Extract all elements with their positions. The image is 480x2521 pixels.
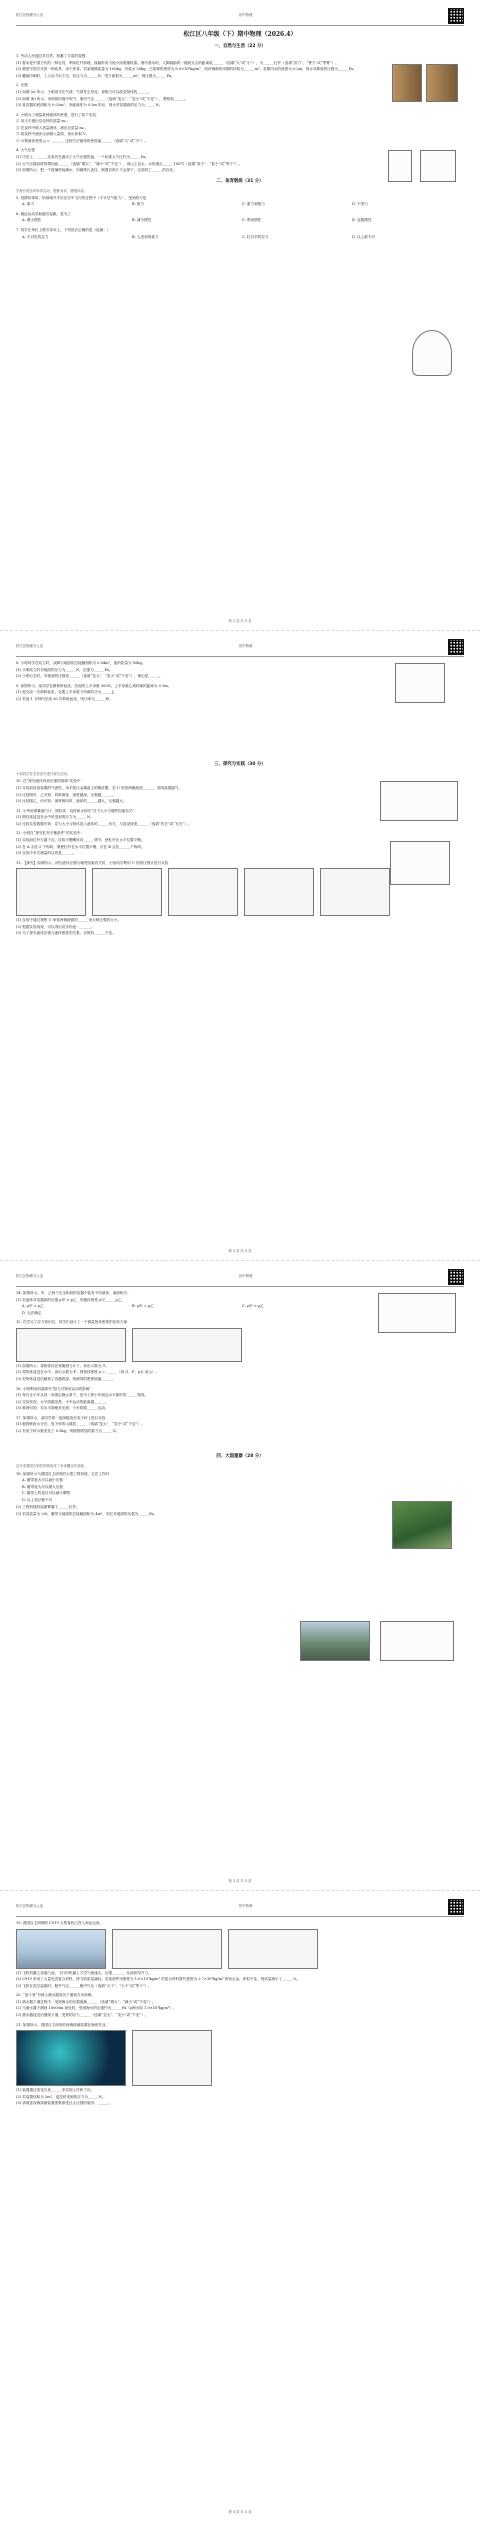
figure-plane-photo	[16, 1929, 106, 1969]
section-note: 小组同学在实验室中进行探究活动。	[16, 772, 71, 777]
question-stem: 12. 小明在“探究杠杆平衡条件”的实验中：	[16, 831, 85, 836]
question-stem: 8. 小明同学在站立时，双脚与地面的总接触面积为 0.04m²，他的质量为 50kg。	[16, 661, 146, 665]
question-part: (3) 若物体浸没后碰到了容器底部，则测得的密度值偏______。	[16, 1376, 116, 1381]
page-header	[16, 637, 464, 657]
option: D. 无法确定	[22, 1310, 42, 1315]
question-part: (2) 若他 1 分钟内完成 30 次仰卧起坐，则功率为______W。	[16, 696, 113, 701]
option: C. 利用惯性	[242, 218, 262, 223]
option: B. 履带宽大可以增大压强	[22, 1484, 63, 1489]
option: B. 人受到的重力	[132, 234, 159, 239]
question-part: (3) 雕版印刷时，工人用力向下压，若压力为______N，受力面积为______m²，则压强为______Pa。	[16, 73, 175, 78]
figure-deepsea-sketch	[132, 2030, 212, 2086]
question-part: ① 用天平测出空烧杯的质量 m₁；	[16, 119, 70, 124]
option: B. 减小惯性	[132, 218, 152, 223]
question-part: (3) 潜水器浸没后继续下潜，受到的浮力______（选填“变大”、“变小”或“不变”）。	[16, 2012, 149, 2017]
question-part: (3) 实验中多次测量的目的是______。	[16, 851, 77, 856]
header-mid: 初中物理	[238, 643, 253, 648]
header-mid: 初中物理	[238, 12, 253, 17]
option: C. ρ甲 < ρ乙	[242, 1304, 264, 1309]
question-part: (2) 将物体浸没在水中，读出示数为 F；则物体密度 ρ = ______（用 G、F、ρ水 表示）。	[16, 1370, 160, 1375]
exam-title: 松江区八年级（下）期中物理（2026.4）	[183, 31, 297, 38]
question-part: (3) 为了探究液体压强与液体密度的关系，应保持______不变。	[16, 931, 116, 936]
question-part: (2) 如图 (b) 所示，用细管向瓶中吹气，瓶内气压______（选填“变大”、“变小”或“不变”），观察到______。	[16, 96, 188, 101]
figure-row-plane	[16, 1929, 464, 1969]
question-5	[16, 196, 464, 208]
figure-engineering-photo	[300, 1621, 370, 1661]
question-part: (1) 实验前检查装置的气密性，用手按压金属盒上的橡皮膜，若 U 形管两侧液面______，说明装置漏气。	[16, 786, 183, 791]
question-part: (1) 装置通过改变自身______来实现上浮和下沉。	[16, 2088, 95, 2093]
question-stem: 18. 如图所示为我国自主研发的大型工程机械，它在工作时：	[16, 1471, 113, 1476]
question-stem: 9. 如图所示，某同学在做仰卧起坐，若他的上半身重 300N，上半身重心到转轴的距离为 0.3m。	[16, 683, 172, 688]
question-stem: 6. 跳远运动员助跑后起跳，是为了	[16, 211, 71, 216]
figure-foot	[395, 663, 445, 703]
question-part: (1) 如图 (a) 所示，小明用手压气球，气球发生形变，说明力可以改变物体的______。	[16, 89, 152, 94]
header-left: 松江区物理办公室	[16, 643, 44, 648]
figure-beaker-spring	[390, 841, 450, 885]
question-stem: 20. “奋斗者”号载人潜水器成功下潜到万米深海。	[16, 1993, 95, 1998]
question-part: (2) 当潜水器下潜到 10000m 深处时，受到海水的压强约为______Pa（ρ海水取 1.0×10³kg/m³）。	[16, 2006, 177, 2011]
question-part: (1) 潜水器下潜过程中，受到海水的压强逐渐______（选填“增大”、“减小”或“不变”）。	[16, 1999, 156, 2004]
question-part: (2) 比较图甲、乙可知：同种液体，深度越深，压强越______。	[16, 792, 116, 797]
option: C. 履带上的花纹可以减小摩擦	[22, 1491, 71, 1496]
figure-utube-c	[168, 868, 238, 916]
exam-page-2	[0, 630, 480, 1260]
option: D. 不受力	[352, 202, 368, 207]
question-part: (1) 他完成一次仰卧起坐，克服上半身重力所做的功为______J。	[16, 690, 118, 695]
section-title: 二、体育锻炼（31 分）	[216, 178, 264, 184]
page-footer: 第 3 页 共 5 页	[228, 1878, 252, 1883]
question-3	[16, 113, 464, 145]
question-part: (1) 如图所示，将物体挂在弹簧测力计下，读出示数为 G；	[16, 1363, 109, 1368]
header-left: 松江区物理办公室	[16, 1273, 44, 1278]
option: A. 手对杠的拉力	[22, 234, 49, 239]
question-part: (3) 比较图乙、丙可知：深度相同时，液体的______越大，压强越大。	[16, 799, 127, 804]
figure-plane-diagram	[228, 1929, 318, 1969]
figure-row-deepsea	[16, 2030, 464, 2086]
page-header	[16, 1897, 464, 1917]
page-footer: 第 4 页 共 5 页	[228, 2509, 252, 2514]
option: D. 以上说法都不对	[22, 1497, 53, 1502]
qr-code-icon	[448, 8, 464, 24]
figure-engineering-sketch	[380, 1621, 454, 1661]
header-mid: 初中物理	[238, 1903, 253, 1908]
figure-pressure-gauge-graph	[380, 781, 458, 821]
figure-utube-e	[320, 868, 390, 916]
question-stem: 19. 我国自主研制的 C919 大型客机已投入商业运营。	[16, 1921, 104, 1925]
header-left: 松江区物理办公室	[16, 1903, 44, 1908]
question-part: (3) 请简述深海探测装置需要承受巨大压强的原因：______。	[16, 2101, 113, 2106]
question-stem: 7. 同学在单杠上做引体向上，下列说法正确的是（选填：）	[16, 228, 111, 233]
question-part: (2) 小明行走时，对地面的压强将______（选填“变大”、“变小”或“不变”），理由是______。	[16, 674, 163, 679]
option: A. 重力	[22, 202, 35, 207]
question-part: ④ 计算液体密度 ρ = ______。这种方法测得的密度偏______（选填“大”或“小”）。	[16, 138, 149, 143]
option: A. 增大惯性	[22, 218, 42, 223]
section-note: 学校开展各种体育活动，锻炼身体，增强体质。	[16, 188, 88, 193]
question-stem: 15. 在学习了浮力知识后，同学们设计了一个测量物体密度的实验方案：	[16, 1320, 131, 1325]
page-footer: 第 2 页 共 5 页	[228, 1248, 252, 1253]
question-stem: 2. 压强	[16, 83, 28, 88]
figure-ancient-tool-1	[392, 64, 422, 102]
figure-float-a	[16, 1328, 126, 1362]
figure-containers	[378, 1293, 456, 1333]
figure-utube-b	[92, 868, 162, 916]
question-part: (1) 飞机机翼上表面凸起，飞行时机翼上方空气流速大、压强______，从而获得升力。	[16, 1970, 152, 1975]
qr-code-icon	[448, 1899, 464, 1915]
header-mid: 初中物理	[238, 1273, 253, 1278]
question-part: (2) 鼎是中国古代的一种炊具，用于煮食。若某铜鼎质量为 100kg，内装水 50kg，已知铜的密度为 8.9×10³kg/m³，则该铜鼎所用铜的体积为______m³；若鼎内水的深度为 0.2m，则水对鼎底的压强为______Pa。	[16, 67, 357, 72]
question-part: (2) 若电子秤示数变化了 0.5kg，则植物增加的重力为______N。	[16, 1428, 120, 1433]
figure-utube-d	[244, 868, 314, 916]
question-part: (3) 飞机在高空巡航时，舱外气压______舱内气压（选填“大于”、“小于”或“等于”）。	[16, 1983, 152, 1988]
question-part: (1) 历史上，______实验首先测出了大气压强的值，一个标准大气压约为______Pa。	[16, 155, 149, 159]
question-part: (2) 工程机械的起重臂属于______杠杆。	[16, 1505, 80, 1510]
qr-code-icon	[448, 639, 464, 655]
question-part: (2) C919 采用了大量先进复合材料，使飞机质量减轻。若某部件用密度为 1.6×10³kg/m³ 的复合材料替代密度为 2.7×10³kg/m³ 的铝合金，体积不变，则质量减小了______%。	[16, 1977, 300, 1982]
question-part: (1) 小明站立时对地面的压力为______N，压强为______Pa。	[16, 667, 113, 672]
question-part: ② 在烧杯中倒入适量液体，测出总质量 m₂；	[16, 125, 88, 130]
question-6	[16, 212, 464, 224]
figure-utube-a	[16, 868, 86, 916]
figure-bottle-a	[388, 150, 412, 182]
question-16	[16, 1387, 464, 1412]
figure-plane-graph	[112, 1929, 222, 1969]
figure-deepsea-photo	[16, 2030, 126, 2086]
question-7	[16, 228, 464, 240]
option: B. ρ甲 = ρ乙	[132, 1304, 154, 1309]
question-part: (2) 根据实验现象，可以得出初步结论：______。	[16, 924, 95, 929]
option: D. 以上都不对	[352, 234, 376, 239]
page-footer: 第 1 页 共 5 页	[228, 618, 252, 623]
figure-bottle-b	[420, 150, 456, 182]
question-stem: 11. 小华用弹簧测力计、圆柱体、烧杯和水探究“浮力大小与哪些因素有关”：	[16, 808, 138, 813]
question-part: (3) 推理可知：若水平面绝对光滑，小车将做______运动。	[16, 1406, 109, 1411]
option: C. 重力和推力	[242, 202, 265, 207]
question-part: (1) 实验中通过观察 U 形管两侧液面的______来反映压强的大小。	[16, 918, 121, 923]
exam-page-4	[0, 1890, 480, 2521]
question-stem: 14. 如图所示，甲、乙两个完全相同的容器中装有不同液体，液面相平。	[16, 1291, 131, 1295]
option: B. 推力	[132, 202, 145, 207]
question-part: (1) 植物吸收水分后，电子秤的示数将______（选填“变大”、“变小”或“不变”）。	[16, 1422, 145, 1427]
question-part: (2) 若装置体积为 2m³，浸没时受到的浮力为______N。	[16, 2094, 106, 2099]
page-header	[16, 1267, 464, 1287]
option: C. 杠对手的拉力	[242, 234, 269, 239]
section-note: 近年来我国在科技领域取得了举世瞩目的成就。	[16, 1464, 88, 1469]
question-21	[16, 2023, 464, 2107]
question-part: (1) 舂米是中国古代的一种农具，利用杠杆原理，踩踏时用力较小而舂捶较重。图中舂米时，人脚踩踏的一端到支点的距离较______（选填“大”或“小”），为______杠杆（选填“省力”、“费力”或“等臂”）。	[16, 60, 339, 65]
section-title: 三、探究与实践（30 分）	[214, 762, 266, 768]
question-part: (1) 圆柱体浸没在水中时受到的浮力为______N。	[16, 815, 94, 820]
question-part: (1) 若液体对容器底的压强 p甲 > p乙，则液体密度 ρ甲______ρ乙。	[16, 1297, 125, 1302]
question-stem: 17. 如图所示，某同学将一盆绿植放在电子秤上进行实验：	[16, 1415, 110, 1420]
figure-ancient-tool-2	[426, 64, 458, 102]
question-part: (2) 实验发现，水平面越光滑，小车运动的距离越______。	[16, 1399, 109, 1404]
question-part: ③ 将烧杯中液体全部倒入量筒，读出体积 V；	[16, 132, 90, 137]
question-stem: 10. 在“探究液体内部压强的规律”实验中：	[16, 779, 85, 784]
figure-barometer	[412, 330, 452, 376]
question-19	[16, 1921, 464, 1989]
question-part: (3) 如图所示，把一个玻璃杯装满水，用硬纸片盖住，倒置后纸片不会掉下，这说明了______的存在。	[16, 168, 177, 173]
page-header	[16, 6, 464, 26]
question-part: (1) 每次让小车从同一高度由静止滑下，是为了使小车到达水平面时的______相同。	[16, 1393, 149, 1398]
section-title: 一、自然与生活（22 分）	[214, 44, 266, 50]
header-left: 松江区物理办公室	[16, 12, 44, 17]
question-17	[16, 1416, 464, 1435]
question-part: (1) 实验前杠杆左端下沉，应将平衡螺母向______调节，使杠杆在水平位置平衡。	[16, 837, 145, 842]
option: A. 履带宽大可以减小压强	[22, 1478, 63, 1483]
exam-page-3	[0, 1260, 480, 1890]
question-part: (2) 比较实验数据可知：浮力大小与物体浸入液体的______有关，与浸没深度______（选填“有关”或“无关”）。	[16, 821, 192, 826]
question-stem: 13. 【探究】如图所示，研究液体压强与哪些因素有关时，小组同学利用 U 形管压强计进行实验：	[16, 860, 172, 865]
question-part: (2) 大气压随高度的增加而______（选填“增大”、“减小”或“不变”），高山上烧水，水的沸点______100℃（选填“高于”、“低于”或“等于”）。	[16, 161, 243, 166]
question-stem: 1. 劳动人民通过对自然，积累了丰富的智慧。	[16, 54, 89, 59]
figure-plant-photo	[392, 1501, 452, 1549]
question-stem: 3. 小明为了测量某种液体的密度，进行了如下实验：	[16, 112, 100, 117]
question-part: (3) 若其质量为 20t，履带与地面的总接触面积为 4m²，则它对地面的压强为______Pa。	[16, 1511, 158, 1516]
question-stem: 4. 大气压强	[16, 148, 35, 153]
section-title: 四、大国重器（28 分）	[216, 1454, 264, 1460]
question-20	[16, 1993, 464, 2018]
option: A. ρ甲 > ρ乙	[22, 1304, 44, 1309]
question-part: (2) 在 A 点挂 2 个钩码，要使杠杆在水平位置平衡，应在 B 点挂______个钩码。	[16, 844, 145, 849]
option: D. 克服惯性	[352, 218, 372, 223]
question-stem: 16. 小明利用斜面探究“阻力对物体运动的影响”：	[16, 1386, 95, 1391]
qr-code-icon	[448, 1269, 464, 1285]
exam-page-1	[0, 0, 480, 630]
figure-float-b	[132, 1328, 242, 1362]
question-stem: 21. 如图所示，我国自主研发的深海探测装置在海底作业。	[16, 2022, 110, 2027]
question-part: (3) 某容器的底面积为 0.02m²，内盛深度为 0.3m 的水，则水对容器底的压力为______N。	[16, 103, 163, 108]
question-stem: 5. 投掷铅球时，铅球离开手后在空中飞行的过程中（不计空气阻力），受到的力是	[16, 195, 147, 200]
